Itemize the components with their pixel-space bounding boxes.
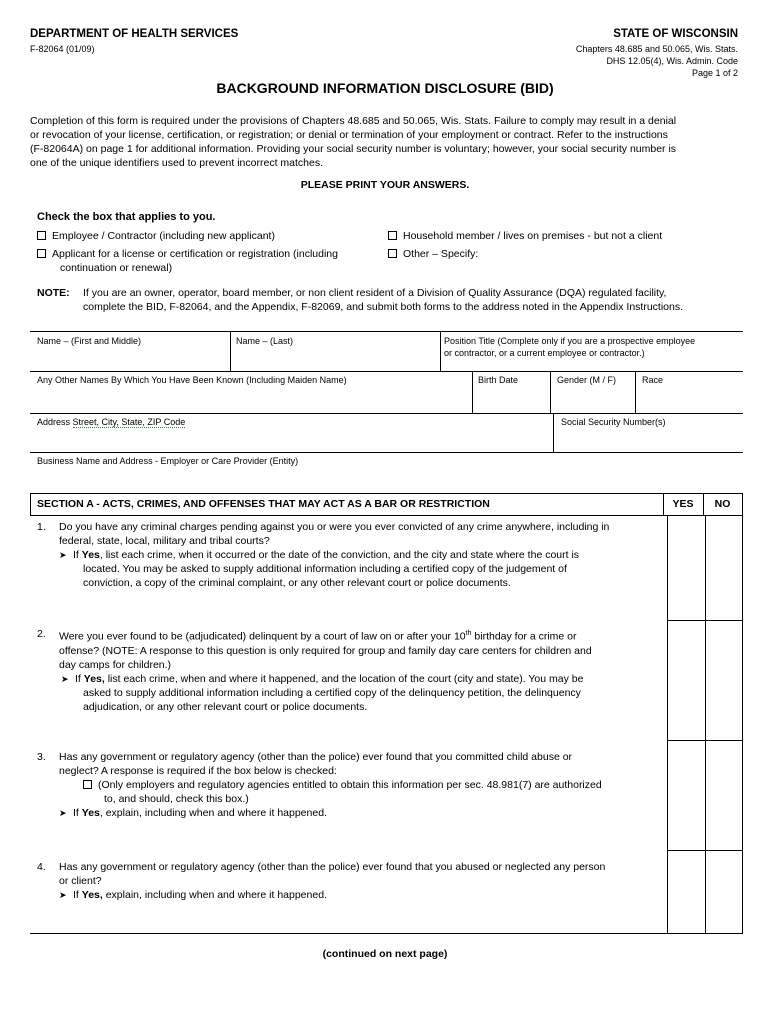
option-other[interactable] — [388, 247, 478, 261]
option-label: Employee / Contractor (including new applicant) — [52, 230, 275, 242]
q4-yes-box[interactable] — [668, 851, 704, 932]
field-label: Social Security Number(s) — [561, 417, 666, 427]
q4-no-box[interactable] — [706, 851, 741, 932]
arrow-bullet-icon: ➤ — [61, 673, 69, 684]
instruction-text: conviction, a copy of the criminal complaint, or any other relevant court or police documents. — [83, 577, 511, 589]
instruction-text: adjudication, or any other relevant court or police documents. — [83, 700, 368, 713]
option-applicant[interactable] — [37, 247, 338, 275]
grid-divider — [472, 371, 473, 413]
business-name-field[interactable] — [37, 455, 742, 483]
option-household[interactable] — [388, 229, 662, 243]
citation-statutes: Chapters 48.685 and 50.065, Wis. Stats. — [575, 44, 738, 54]
intro-line: or revocation of your license, certification, or registration; or denial or termination of your employment or contract. Refer to the instructions — [30, 129, 668, 141]
question-text: Has any government or regulatory agency (other than the police) ever found that you abused or neglected any person — [59, 861, 606, 873]
checkbox-icon[interactable] — [37, 249, 46, 258]
checkbox-note: (Only employers and regulatory agencies entitled to obtain this information per sec. 48.981(7) are authorized — [98, 779, 602, 791]
option-label: Other – Specify: — [403, 248, 479, 260]
form-number: F-82064 (01/09) — [30, 44, 95, 54]
instruction-text: If — [75, 672, 84, 685]
instruction-text: If — [73, 807, 82, 819]
table-line — [30, 493, 31, 515]
question-text: neglect? A response is required if the box below is checked: — [59, 765, 337, 777]
note-line: complete the BID, F-82064, and the Appendix, F-82069, and submit both forms to the address noted in the Appendix Instructions. — [83, 301, 684, 313]
grid-divider — [230, 331, 231, 371]
instruction-keyword: Yes — [81, 549, 100, 561]
note-line: If you are an owner, operator, board member, or non client resident of a Division of Quality Assurance (DQA) regulated facility, — [83, 287, 667, 299]
department-name: DEPARTMENT OF HEALTH SERVICES — [30, 28, 239, 40]
option-label-continued: continuation or renewal) — [60, 262, 173, 274]
field-label: Business Name and Address - Employer or Care Provider (Entity) — [37, 456, 299, 466]
arrow-bullet-icon: ➤ — [59, 550, 67, 560]
field-label: Race — [642, 375, 664, 385]
state-name: STATE OF WISCONSIN — [613, 28, 738, 40]
question-text: Were you ever found to be (adjudicated) delinquent by a court of law on or after your 10 — [59, 630, 466, 643]
grid-divider — [440, 331, 441, 371]
address-field[interactable] — [37, 416, 547, 450]
question-number: 4. — [37, 861, 46, 873]
instruction-text: explain, including when and where it happened. — [102, 889, 327, 901]
checkbox-icon[interactable] — [388, 231, 397, 240]
field-label: Address — [37, 417, 73, 427]
arrow-bullet-icon: ➤ — [59, 808, 67, 818]
note-text — [83, 286, 748, 314]
grid-divider — [635, 371, 636, 413]
question-4 — [59, 860, 664, 902]
q2-yes-box[interactable] — [668, 621, 704, 739]
option-label: Household member / lives on premises - but not a client — [403, 230, 663, 242]
q3-no-box[interactable] — [706, 741, 741, 849]
checkbox-heading: Check the box that applies to you. — [37, 211, 216, 223]
grid-divider — [553, 413, 554, 452]
agency-checkbox[interactable] — [83, 780, 92, 789]
question-text: Do you have any criminal charges pending against you or were you ever convicted of any crime anywhere, including in — [59, 521, 610, 533]
arrow-bullet-icon: ➤ — [59, 890, 67, 900]
yes-column-header: YES — [672, 498, 694, 510]
field-label: Position Title (Complete only if you are a prospective employee — [444, 336, 696, 346]
grid-line — [30, 452, 743, 453]
instruction-keyword: Yes, — [83, 672, 105, 685]
question-text: day camps for children.) — [59, 658, 172, 671]
q1-yes-box[interactable] — [668, 516, 704, 619]
table-line — [30, 933, 743, 934]
birth-date-field[interactable] — [478, 374, 546, 410]
question-text: or client? — [59, 875, 102, 887]
grid-line — [30, 331, 743, 332]
section-a-title: SECTION A - ACTS, CRIMES, AND OFFENSES THAT MAY ACT AS A BAR OR RESTRICTION — [37, 498, 490, 510]
instruction-keyword: Yes, — [81, 889, 103, 901]
option-label: Applicant for a license or certification or registration (including — [52, 248, 338, 260]
table-line — [30, 493, 743, 494]
q2-no-box[interactable] — [706, 621, 741, 739]
table-line — [30, 515, 743, 516]
question-text: federal, state, local, military and tribal courts? — [59, 535, 270, 547]
superscript: th — [465, 630, 472, 637]
intro-paragraph — [30, 114, 745, 170]
intro-line: (F-82064A) on page 1 for additional information. Providing your social security number is voluntary; however, your social security number is — [30, 143, 677, 155]
page-number: Page 1 of 2 — [691, 68, 738, 78]
question-text: birthday for a crime or — [471, 630, 577, 643]
grid-line — [30, 413, 743, 414]
position-title-field[interactable] — [444, 335, 744, 369]
field-label: Any Other Names By Which You Have Been Known (Including Maiden Name) — [37, 375, 347, 385]
field-label: Birth Date — [478, 375, 519, 385]
question-2 — [59, 627, 664, 714]
citation-admin-code: DHS 12.05(4), Wis. Admin. Code — [606, 56, 738, 66]
intro-line: one of the unique identifiers used to prevent incorrect matches. — [30, 157, 324, 169]
question-1 — [59, 520, 664, 590]
race-field[interactable] — [642, 374, 742, 410]
print-notice: PLEASE PRINT YOUR ANSWERS. — [300, 179, 470, 191]
intro-line: Completion of this form is required under the provisions of Chapters 48.685 and 50.065, Wis. Stats. Failure to comply may result in a denial — [30, 115, 677, 127]
last-name-field[interactable] — [236, 335, 436, 369]
question-number: 1. — [37, 521, 46, 533]
grid-divider — [550, 371, 551, 413]
checkbox-note: to, and should, check this box.) — [104, 793, 249, 805]
other-names-field[interactable] — [37, 374, 467, 410]
field-label: Name – (First and Middle) — [37, 336, 142, 346]
note-label: NOTE: — [37, 287, 70, 299]
question-number: 3. — [37, 751, 46, 763]
q1-no-box[interactable] — [706, 516, 741, 619]
instruction-keyword: Yes — [81, 807, 100, 819]
field-label: Name – (Last) — [236, 336, 294, 346]
instruction-text: located. You may be asked to supply additional information including a certified copy of the judgement of — [83, 563, 567, 575]
checkbox-icon[interactable] — [37, 231, 46, 240]
instruction-text: , list each crime, when it occurred or the date of the conviction, and the city and state where the court is — [99, 549, 580, 561]
gender-field[interactable] — [557, 374, 631, 410]
instruction-text: asked to supply additional information including a certified copy of the delinquency petition, the delinquency — [83, 686, 581, 699]
instruction-text: If — [73, 549, 82, 561]
table-line — [742, 493, 743, 934]
grid-line — [30, 371, 743, 372]
option-employee[interactable] — [37, 229, 275, 243]
field-label: Street, City, State, ZIP Code — [72, 417, 186, 427]
question-3 — [59, 750, 664, 820]
question-text: offense? (NOTE: A response to this question is only required for group and family day care centers for children and — [59, 644, 592, 657]
first-middle-name-field[interactable] — [37, 335, 227, 369]
instruction-text: If — [73, 889, 82, 901]
field-label: Gender (M / F) — [557, 375, 617, 385]
checkbox-icon[interactable] — [388, 249, 397, 258]
ssn-field[interactable] — [561, 416, 743, 450]
field-label: or contractor, or a current employee or contractor.) — [444, 348, 645, 358]
instruction-text: , explain, including when and where it happened. — [99, 807, 327, 819]
instruction-text: list each crime, when and where it happened, and the location of the court (city and state). You may be — [104, 672, 584, 685]
question-number: 2. — [37, 628, 46, 640]
form-title: BACKGROUND INFORMATION DISCLOSURE (BID) — [216, 80, 554, 96]
question-text: Has any government or regulatory agency (other than the police) ever found that you committed child abuse or — [59, 751, 573, 763]
continued-notice: (continued on next page) — [322, 948, 448, 960]
q3-yes-box[interactable] — [668, 741, 704, 849]
no-column-header: NO — [714, 498, 731, 510]
